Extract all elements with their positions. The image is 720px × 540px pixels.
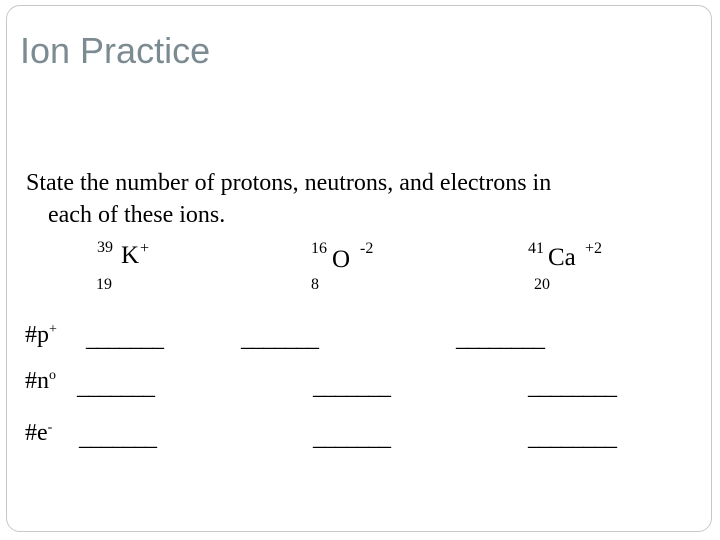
page-title: Ion Practice bbox=[20, 30, 211, 71]
ion-mass-number: 16 bbox=[311, 240, 327, 257]
ion-symbol: K bbox=[121, 242, 140, 269]
ion-atomic-number: 8 bbox=[311, 276, 319, 293]
row-label-sup: o bbox=[49, 368, 56, 383]
answer-blank-protons-o[interactable]: _______ bbox=[241, 326, 318, 352]
answer-blank-neutrons-k[interactable]: _______ bbox=[77, 374, 154, 400]
ion-mass-number: 39 bbox=[97, 239, 113, 256]
row-label-neutrons bbox=[25, 368, 56, 395]
ion-symbol: O bbox=[332, 246, 351, 273]
ion-charge: + bbox=[140, 240, 150, 257]
ion-charge: -2 bbox=[360, 240, 374, 257]
row-label-base: #n bbox=[25, 368, 49, 394]
answer-blank-protons-k[interactable]: _______ bbox=[86, 326, 163, 352]
answer-blank-neutrons-ca[interactable]: ________ bbox=[528, 374, 616, 400]
row-label-sup: + bbox=[49, 322, 57, 337]
answer-blank-electrons-o[interactable]: _______ bbox=[313, 425, 390, 451]
instruction-line-2: each of these ions. bbox=[48, 202, 226, 228]
row-label-base: #e bbox=[25, 420, 48, 446]
answer-blank-protons-ca[interactable]: ________ bbox=[456, 326, 544, 352]
slide-frame bbox=[6, 5, 712, 532]
instruction-line-1: State the number of protons, neutrons, and electrons in bbox=[26, 170, 552, 196]
row-label-electrons bbox=[25, 420, 52, 447]
ion-atomic-number: 20 bbox=[534, 276, 550, 293]
answer-blank-electrons-ca[interactable]: ________ bbox=[528, 425, 616, 451]
answer-blank-neutrons-o[interactable]: _______ bbox=[313, 374, 390, 400]
ion-atomic-number: 19 bbox=[96, 276, 112, 293]
row-label-sup: - bbox=[47, 420, 53, 435]
ion-symbol: Ca bbox=[548, 244, 576, 271]
ion-charge: +2 bbox=[585, 240, 603, 257]
row-label-base: #p bbox=[25, 322, 49, 348]
row-label-protons bbox=[25, 322, 57, 349]
ion-mass-number: 41 bbox=[528, 240, 544, 257]
instruction-text bbox=[26, 167, 686, 231]
answer-blank-electrons-k[interactable]: _______ bbox=[79, 425, 156, 451]
